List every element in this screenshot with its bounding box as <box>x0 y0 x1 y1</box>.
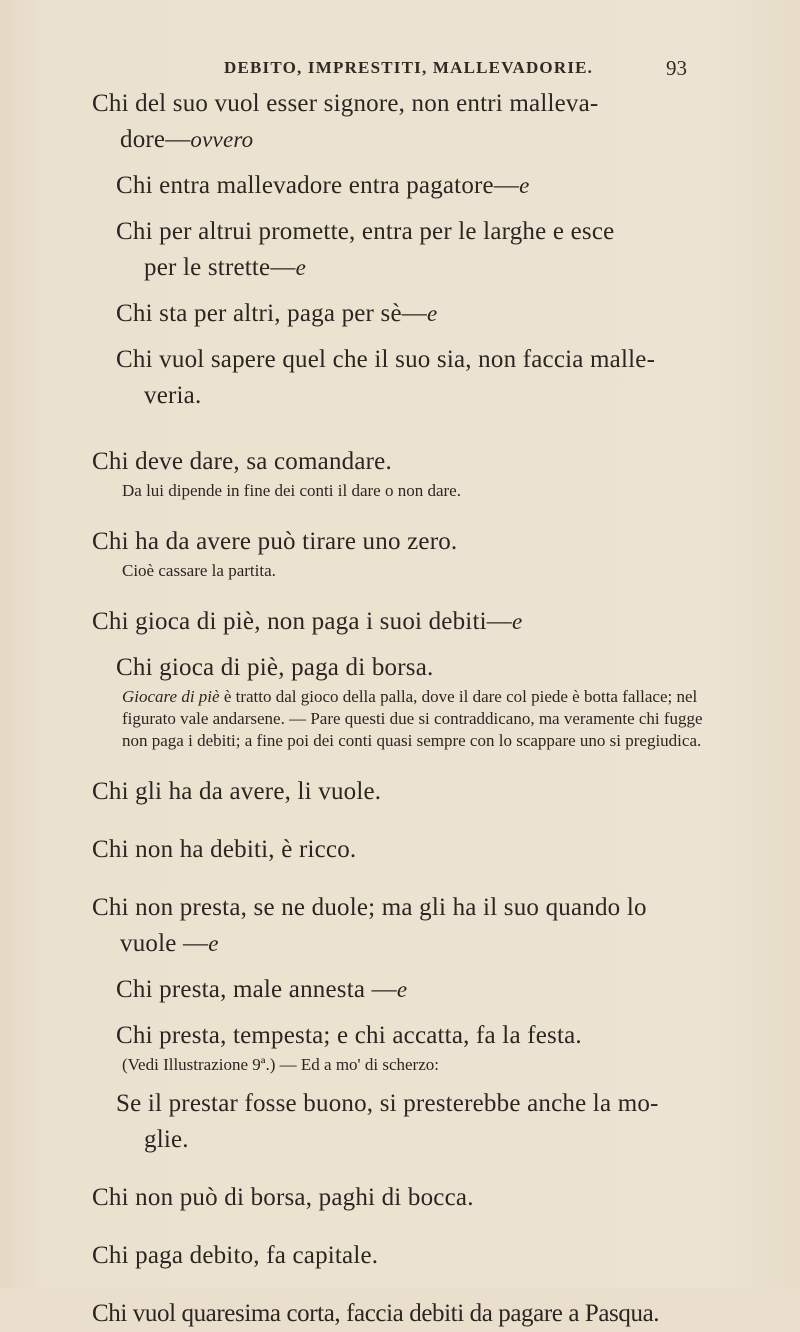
proverb-18-text: Chi vuol quaresima corta, faccia debiti da pagare a Pasqua. <box>92 1300 660 1327</box>
proverb-1-line-1: Chi del suo vuol esser signore, non entri malleva- <box>92 90 599 117</box>
proverb-3-line-1: Chi per altrui promette, entra per le larghe e esce <box>116 218 615 245</box>
proverbs-text <box>92 86 712 1332</box>
proverb-3-connector: e <box>295 255 306 280</box>
proverb-7-text: Chi ha da avere può tirare uno zero. <box>92 528 458 555</box>
proverb-13-text: Chi presta, male annesta — <box>116 976 397 1003</box>
proverb-3 <box>92 214 712 286</box>
proverb-9-note <box>92 686 712 752</box>
proverb-6-text: Chi deve dare, sa comandare. <box>92 448 392 475</box>
page-header <box>0 58 800 88</box>
proverb-13-connector: e <box>396 977 408 1002</box>
proverb-14 <box>92 1018 712 1054</box>
proverb-5 <box>92 342 712 414</box>
proverb-18 <box>92 1296 712 1332</box>
proverb-1-line-2: dore— <box>120 126 191 153</box>
proverb-2-text: Chi entra mallevadore entra pagatore— <box>116 172 520 199</box>
proverb-9-text: Chi gioca di piè, paga di borsa. <box>116 654 434 681</box>
proverb-10-text: Chi gli ha da avere, li vuole. <box>92 778 382 805</box>
proverb-4-connector: e <box>426 301 438 326</box>
proverb-15-line-1: Se il prestar fosse buono, si presterebbe anche la mo- <box>116 1090 659 1117</box>
proverb-17 <box>92 1238 712 1274</box>
proverb-15 <box>92 1086 712 1158</box>
proverb-6 <box>92 444 712 480</box>
proverb-3-line-2: per le strette— <box>144 254 296 281</box>
proverb-9 <box>92 650 712 686</box>
proverb-12-line-1: Chi non presta, se ne duole; ma gli ha il suo quando lo <box>92 894 647 921</box>
page-number: 93 <box>666 56 687 80</box>
running-title: DEBITO, IMPRESTITI, MALLEVADORIE. <box>224 58 594 77</box>
proverb-11-text: Chi non ha debiti, è ricco. <box>92 836 357 863</box>
proverb-2-connector: e <box>519 173 530 198</box>
proverb-4-text: Chi sta per altri, paga per sè— <box>116 300 427 327</box>
proverb-6-note: Da lui dipende in fine dei conti il dare o non dare. <box>122 481 461 500</box>
proverb-5-line-2: veria. <box>144 382 202 409</box>
proverb-8 <box>92 604 712 640</box>
proverb-7 <box>92 524 712 560</box>
proverb-2 <box>92 168 712 204</box>
proverb-12 <box>92 890 712 962</box>
proverb-17-text: Chi paga debito, fa capitale. <box>92 1242 379 1269</box>
proverb-10 <box>92 774 712 810</box>
proverb-14-note: (Vedi Illustrazione 9ª.) — Ed a mo' di scherzo: <box>122 1055 439 1074</box>
proverb-15-line-2: glie. <box>144 1126 189 1153</box>
proverb-8-connector: e <box>511 609 523 634</box>
proverb-5-line-1: Chi vuol sapere quel che il suo sia, non faccia malle- <box>116 346 656 373</box>
proverb-14-text: Chi presta, tempesta; e chi accatta, fa la festa. <box>116 1022 582 1049</box>
proverb-7-note: Cioè cassare la partita. <box>122 561 276 580</box>
proverb-16-text: Chi non può di borsa, paghi di bocca. <box>92 1184 474 1211</box>
proverb-1-connector: ovvero <box>190 127 254 152</box>
proverb-1 <box>92 86 712 158</box>
proverb-13 <box>92 972 712 1008</box>
proverb-8-text: Chi gioca di piè, non paga i suoi debiti— <box>92 608 512 635</box>
proverb-4 <box>92 296 712 332</box>
proverb-9-note-text: è tratto dal gioco della palla, dove il dare col piede è botta fallace; nel figurato vale andarsene. — Pare questi due si contraddicano, ma veramente chi fugge non paga i debiti; a fine poi dei conti quasi sempre con lo scappare uno si pregiudica. <box>122 687 703 750</box>
proverb-11 <box>92 832 712 868</box>
proverb-12-line-2: vuole — <box>120 930 209 957</box>
proverb-9-note-term: Giocare di piè <box>122 687 220 706</box>
proverb-16 <box>92 1180 712 1216</box>
proverb-12-connector: e <box>208 931 219 956</box>
